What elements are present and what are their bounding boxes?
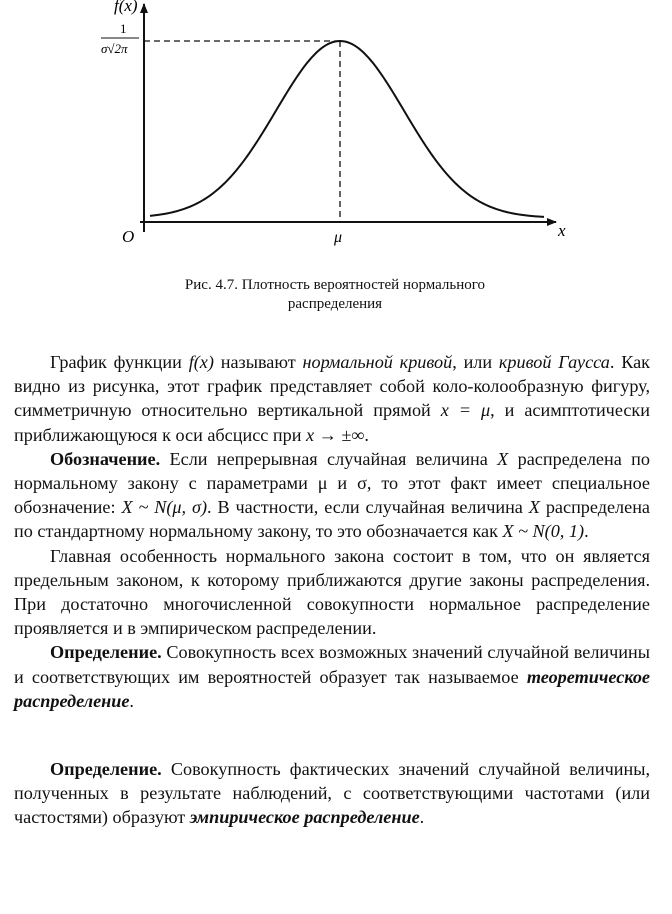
paragraph-notation — [14, 447, 650, 544]
text-span: . — [129, 690, 134, 711]
caption-line-1: Рис. 4.7. Плотность вероятностей нормального — [184, 277, 486, 293]
figure-caption — [120, 276, 550, 314]
variable-x: X — [528, 497, 540, 518]
text-span: . В частности, если случайная величина — [207, 497, 529, 518]
text-span: Совокупность всех возможных значений случайной величины и соответствующих им вероятностей образует так называемое — [14, 642, 650, 687]
formula-x-to-infinity: x → ±∞ — [306, 424, 365, 445]
term-normal-curve: нормальной кривой — [302, 352, 453, 372]
heading-definition: Определение. — [50, 759, 162, 780]
formula-fx: f(x) — [188, 352, 214, 372]
text-span: . — [364, 424, 369, 445]
text-span: распределена по стандартному нормальному закону, то это обозначается как — [14, 497, 651, 542]
caption-line-2: распределения — [287, 296, 383, 312]
x-axis-label: x — [558, 221, 566, 240]
text-span: называют — [213, 352, 303, 372]
formula-x-equals-mu: x = μ — [440, 400, 491, 421]
heading-notation: Обозначение. — [50, 448, 161, 469]
text-span: . — [584, 521, 589, 542]
term-empirical-distribution: эмпирическое распределение — [189, 807, 420, 828]
formula-standard-normal: X ~ N(0, 1) — [502, 521, 585, 542]
heading-definition: Определение. — [50, 642, 162, 663]
normal-density-curve — [150, 41, 544, 217]
peak-label-numerator: 1 — [120, 21, 127, 36]
text-span: , или — [452, 352, 499, 372]
text-span: Совокупность фактических значений случайной величины, полученных в результате наблюдений, с соответствующими частотами (или частостями) образуют — [14, 759, 650, 828]
text-span: . — [419, 807, 425, 828]
paragraph-gap — [14, 713, 650, 757]
text-span: Если непрерывная случайная величина — [160, 448, 498, 469]
normal-distribution-figure — [0, 0, 672, 270]
formula-normal-notation: X ~ N(μ, σ) — [121, 497, 208, 518]
y-axis-label: f(x) — [114, 0, 138, 15]
paragraph-gauss-curve — [14, 350, 650, 447]
origin-label: O — [122, 227, 135, 246]
text-span: распределена по нормальному закону с параметрами μ и σ, то этот факт имеет специальное обозначение: — [14, 448, 650, 518]
paragraph-limit-law: Главная особенность нормального закона состоит в том, что он является предельным законом, к которому приближаются другие законы распределения. При достаточно многочисленной совокупности нормальное распределение проявляется и в эмпирическом распределении. — [14, 545, 650, 639]
paragraph-empirical-definition — [14, 757, 650, 830]
page-body — [14, 350, 650, 830]
text-span: . Как видно из рисунка, этот график представляет собой коло-колообразную фигуру, симметричную относительно вертикальной прямой — [14, 352, 650, 421]
variable-x: X — [497, 448, 509, 469]
text-span: , и асимптотически приближающуюся к оси абсцисс при — [14, 400, 650, 445]
paragraph-theoretical-definition — [14, 640, 650, 713]
mu-tick-label: μ — [334, 229, 343, 246]
term-theoretical-distribution: теоретическое распределение — [14, 666, 650, 711]
text-span: График функции — [50, 352, 189, 372]
peak-label-denominator: σ√2π — [101, 41, 128, 56]
term-gauss-curve: кривой Гаусса — [498, 352, 610, 372]
